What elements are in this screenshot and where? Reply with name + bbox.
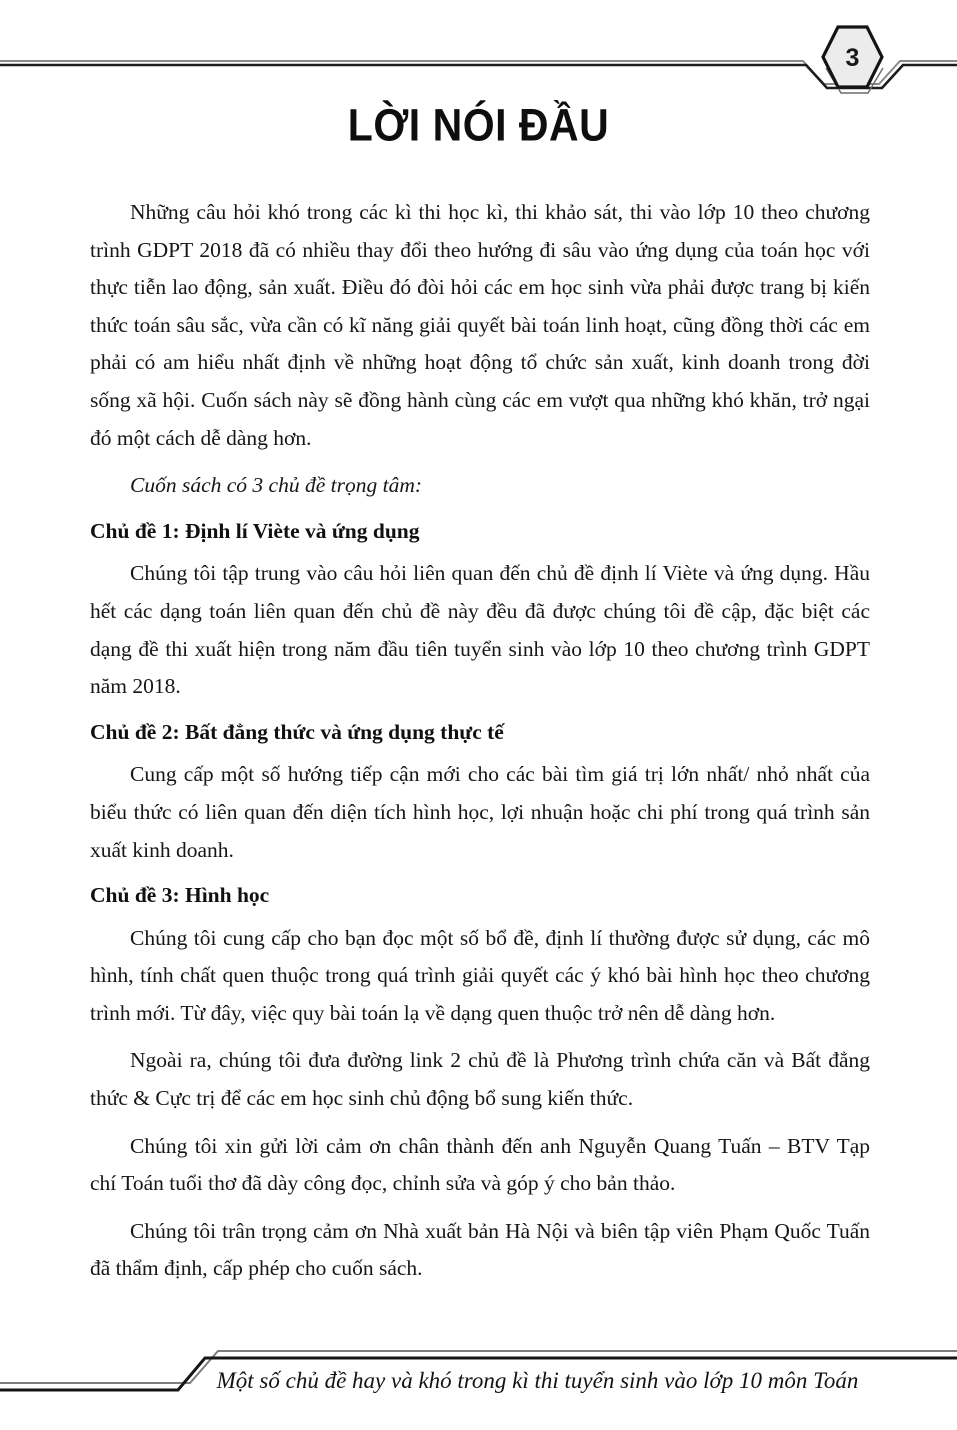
topic-3-heading: Chủ đề 3: Hình học — [90, 883, 270, 908]
intro-paragraph: Những câu hỏi khó trong các kì thi học kì, thi khảo sát, thi vào lớp 10 theo chương trình GDPT 2018 đã có nhiều thay đổi theo hướng đi sâu vào ứng dụng của toán học với thực tiễn lao động, sản xuất. Điều đó đòi hỏi các em học sinh vừa phải được trang bị kiến thức toán sâu sắc, vừa cần có kĩ năng giải quyết bài toán linh hoạt, cũng đồng thời các em phải có am hiểu nhất định về những hoạt động tổ chức sản xuất, kinh doanh trong đời sống xã hội. Cuốn sách này sẽ đồng hành cùng các em vượt qua những khó khăn, trở ngại đó một cách dễ dàng hơn. — [90, 200, 870, 450]
page-title: LỜI NÓI ĐẦU — [347, 100, 610, 151]
topic-1-heading: Chủ đề 1: Định lí Viète và ứng dụng — [90, 518, 420, 543]
topic-2-body: Cung cấp một số hướng tiếp cận mới cho các bài tìm giá trị lớn nhất/ nhỏ nhất của biểu thức có liên quan đến diện tích hình học, lợi nhuận hoặc chi phí trong quá trình sản xuất kinh doanh. — [90, 762, 870, 862]
topic-3-body: Chúng tôi cung cấp cho bạn đọc một số bổ đề, định lí thường được sử dụng, các mô hình, tính chất quen thuộc trong quá trình giải quyết các ý khó bài hình học theo chương trình mới. Từ đây, việc quy bài toán lạ về dạng quen thuộc trở nên dễ dàng hơn. — [90, 925, 870, 1025]
closing-paragraph-links: Ngoài ra, chúng tôi đưa đường link 2 chủ đề là Phương trình chứa căn và Bất đẳng thức & Cực trị để các em học sinh chủ động bổ sung kiến thức. — [90, 1048, 870, 1111]
footer-title: Một số chủ đề hay và khó trong kì thi tuyển sinh vào lớp 10 môn Toán — [216, 1368, 859, 1393]
page-number: 3 — [845, 44, 860, 72]
body-text — [90, 194, 870, 1288]
closing-paragraph-publisher-thanks: Chúng tôi trân trọng cảm ơn Nhà xuất bản Hà Nội và biên tập viên Phạm Quốc Tuấn đã thẩm định, cấp phép cho cuốn sách. — [90, 1218, 870, 1281]
closing-paragraph-editor-thanks: Chúng tôi xin gửi lời cảm ơn chân thành đến anh Nguyễn Quang Tuấn – BTV Tạp chí Toán tuổi thơ đã dày công đọc, chỉnh sửa và góp ý cho bản thảo. — [90, 1133, 870, 1196]
top-rule — [0, 0, 957, 100]
lead-paragraph: Cuốn sách có 3 chủ đề trọng tâm: — [130, 473, 423, 498]
topic-2-heading: Chủ đề 2: Bất đẳng thức và ứng dụng thực tế — [90, 719, 504, 744]
topic-1-body: Chúng tôi tập trung vào câu hỏi liên quan đến chủ đề định lí Viète và ứng dụng. Hầu hết các dạng toán liên quan đến chủ đề này đều đã được chúng tôi đề cập, đặc biệt các dạng đề thi xuất hiện trong năm đầu tiên tuyển sinh vào lớp 10 theo chương trình GDPT năm 2018. — [90, 561, 870, 699]
